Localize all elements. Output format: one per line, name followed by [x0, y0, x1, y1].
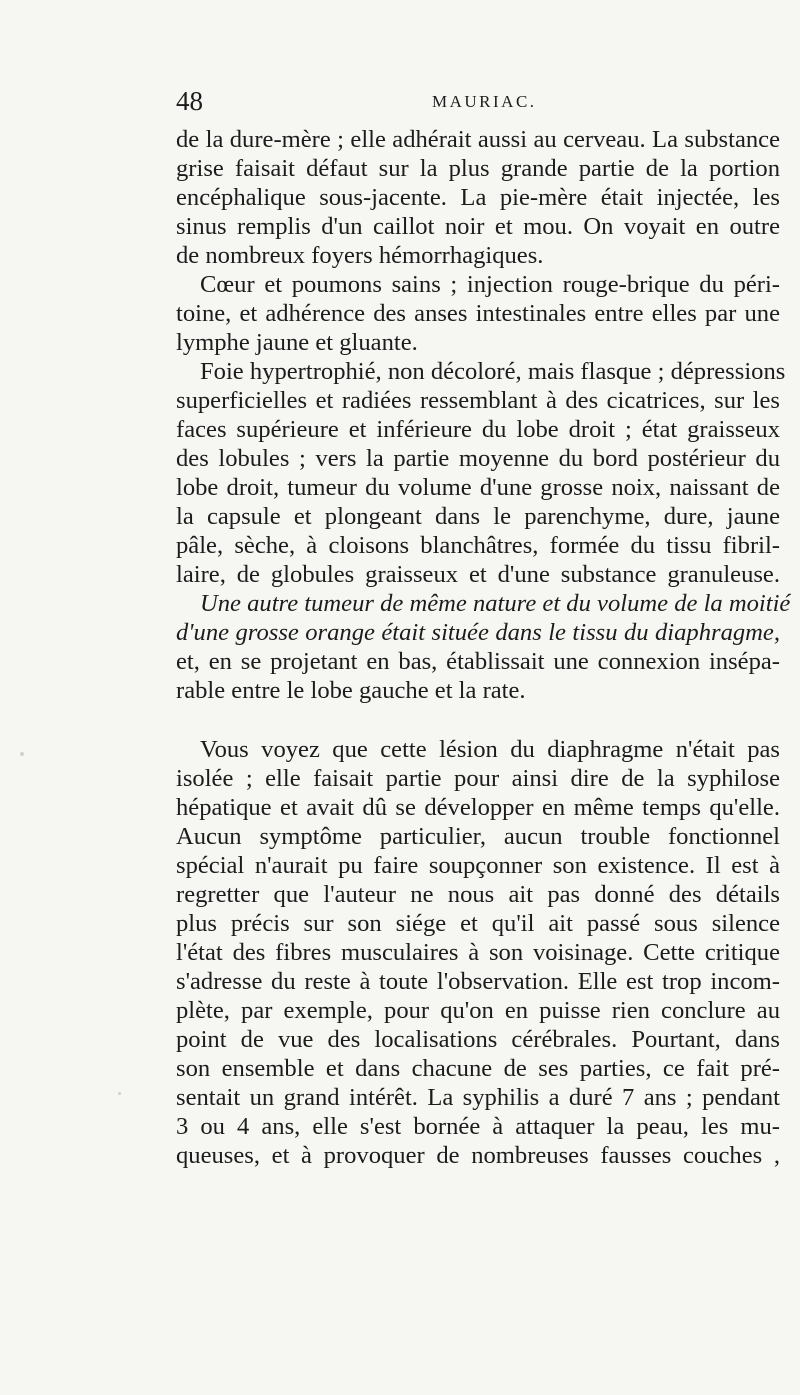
text-line: pâle, sèche, à cloisons blanchâtres, formée du tissu fibril-	[176, 532, 780, 559]
text-line: grise faisait défaut sur la plus grande partie de la portion	[176, 155, 780, 182]
text-line: et, en se projetant en bas, établissait une connexion insépa-	[176, 648, 780, 675]
text-line: 3 ou 4 ans, elle s'est bornée à attaquer la peau, les mu-	[176, 1113, 780, 1140]
text-line: regretter que l'auteur ne nous ait pas donné des détails	[176, 881, 780, 908]
text-line: Foie hypertrophié, non décoloré, mais flasque ; dépressions	[200, 358, 786, 385]
scan-speck	[20, 752, 24, 756]
text-line: lobe droit, tumeur du volume d'une grosse noix, naissant de	[176, 474, 780, 501]
text-line: de nombreux foyers hémorrhagiques.	[176, 242, 544, 269]
text-line: son ensemble et dans chacune de ses parties, ce fait pré-	[176, 1055, 780, 1082]
page-header	[176, 84, 780, 118]
running-head: MAURIAC.	[432, 92, 537, 111]
scan-speck	[118, 1092, 121, 1095]
text-line: plus précis sur son siége et qu'il ait passé sous silence	[176, 910, 780, 937]
paragraph-2	[176, 270, 780, 357]
text-line: Cœur et poumons sains ; injection rouge-brique du péri-	[200, 271, 780, 298]
text-line: superficielles et radiées ressemblant à des cicatrices, sur les	[176, 387, 780, 414]
text-line: la capsule et plongeant dans le parenchyme, dure, jaune	[176, 503, 780, 530]
text-line: Vous voyez que cette lésion du diaphragme n'était pas	[200, 736, 780, 763]
paragraph-4	[176, 589, 791, 705]
text-line: isolée ; elle faisait partie pour ainsi dire de la syphilose	[176, 765, 780, 792]
text-line: plète, par exemple, pour qu'on en puisse rien conclure au	[176, 997, 780, 1024]
text-line: encéphalique sous-jacente. La pie-mère était injectée, les	[176, 184, 780, 211]
text-line: l'état des fibres musculaires à son voisinage. Cette critique	[176, 939, 780, 966]
text-line-italic: d'une grosse orange était située dans le tissu du diaphragme,	[176, 619, 780, 646]
text-line: laire, de globules graisseux et d'une substance granuleuse.	[176, 561, 780, 588]
text-line: sentait un grand intérêt. La syphilis a duré 7 ans ; pendant	[176, 1084, 780, 1111]
text-line: point de vue des localisations cérébrales. Pourtant, dans	[176, 1026, 780, 1053]
text-line: Aucun symptôme particulier, aucun trouble fonctionnel	[176, 823, 780, 850]
text-line: des lobules ; vers la partie moyenne du bord postérieur du	[176, 445, 780, 472]
text-line: queuses, et à provoquer de nombreuses fausses couches ,	[176, 1142, 780, 1169]
paragraph-1	[176, 125, 780, 270]
text-line: lymphe jaune et gluante.	[176, 329, 418, 356]
paragraph-3	[176, 357, 786, 589]
text-line: toine, et adhérence des anses intestinales entre elles par une	[176, 300, 780, 327]
text-line: s'adresse du reste à toute l'observation. Elle est trop incom-	[176, 968, 780, 995]
text-line-italic: Une autre tumeur de même nature et du volume de la moitié	[200, 590, 791, 617]
text-line: rable entre le lobe gauche et la rate.	[176, 677, 526, 704]
paragraph-5	[176, 735, 780, 1170]
text-line: de la dure-mère ; elle adhérait aussi au cerveau. La substance	[176, 126, 780, 153]
text-line: faces supérieure et inférieure du lobe droit ; état graisseux	[176, 416, 780, 443]
text-line: hépatique et avait dû se développer en même temps qu'elle.	[176, 794, 780, 821]
body-text	[176, 125, 791, 1170]
paragraph-gap	[176, 705, 780, 735]
text-line: sinus remplis d'un caillot noir et mou. On voyait en outre	[176, 213, 780, 240]
page-number: 48	[176, 86, 203, 116]
text-line: spécial n'aurait pu faire soupçonner son existence. Il est à	[176, 852, 780, 879]
